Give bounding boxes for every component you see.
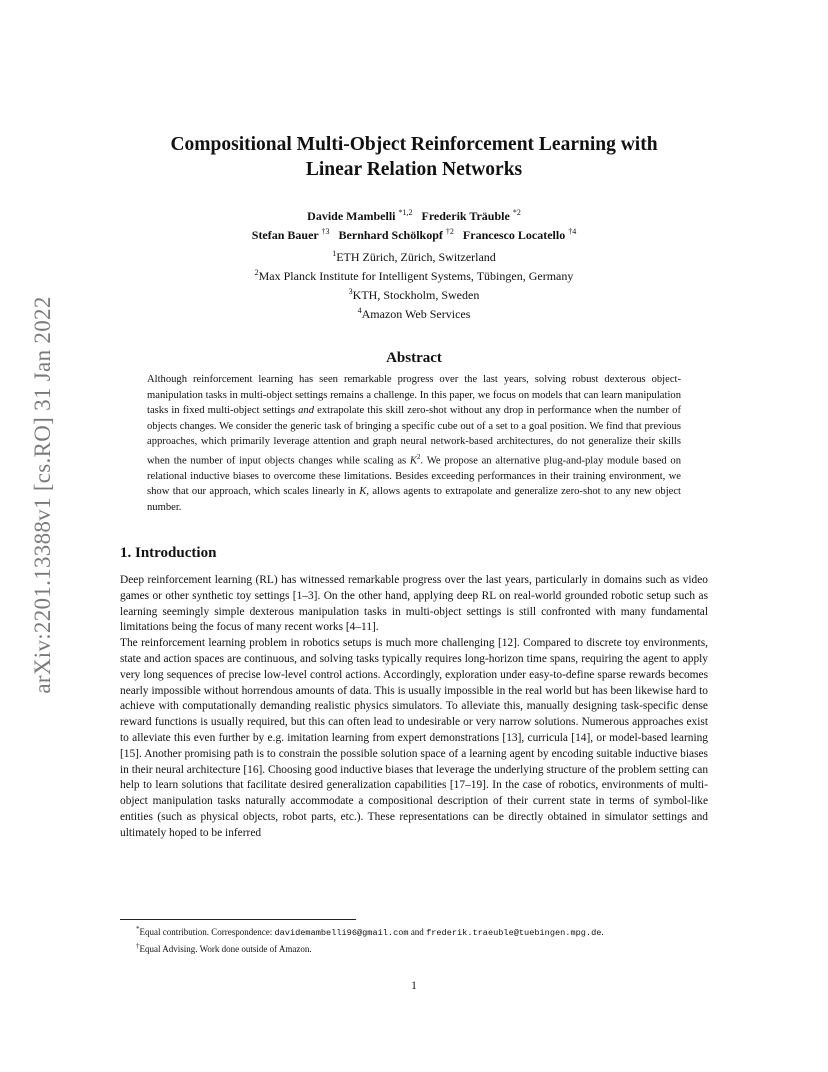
- author-affil-mark: †4: [568, 227, 577, 236]
- author-name: Bernhard Schölkopf: [338, 228, 443, 242]
- section-heading: 1. Introduction: [120, 545, 217, 561]
- author-affil-mark: †3: [321, 227, 330, 236]
- paragraph: Deep reinforcement learning (RL) has witnessed remarkable progress over the last years, particularly in domains such as video games or other synthetic toy settings [1–3]. On the other hand, applying deep RL on real-world grounded robotic setup such as learning seemingly simple dexterous manipulation tasks in multi-object settings is still confronted with many fundamental limitations being the focus of many recent works [4–11].: [120, 574, 708, 634]
- author-name: Francesco Locatello: [462, 228, 566, 242]
- abstract-heading: Abstract: [386, 350, 442, 366]
- author-name: Stefan Bauer: [251, 228, 319, 242]
- author-affil-mark: *1,2: [398, 208, 413, 217]
- footnote: †Equal Advising. Work done outside of Amazon.: [136, 941, 312, 954]
- author-list: [120, 205, 708, 243]
- page-number: 1: [411, 980, 417, 992]
- arxiv-stamp: [28, 290, 58, 700]
- author-name: Davide Mambelli: [307, 209, 396, 223]
- affiliation: $^4$Amazon Web Services: [357, 306, 471, 321]
- author-affil-mark: *2: [512, 208, 521, 217]
- introduction-body: [120, 573, 708, 842]
- affiliation: $^3$KTH, Stockholm, Sweden: [348, 287, 480, 302]
- affiliation: $^2$Max Planck Institute for Intelligent Systems, Tübingen, Germany: [254, 268, 574, 283]
- footnote-rule: [120, 919, 356, 920]
- paragraph: The reinforcement learning problem in robotics setups is much more challenging [12]. Compared to discrete toy environments, state and action spaces are continuous, and solving tasks typically requires long-horizon time spans, requiring the agent to apply very long sequences of precise low-level control actions. Accordingly, exploration under easy-to-define sparse rewards becomes nearly impossible without horrendous amounts of data. This is usually impossible in the real world but has been likewise hard to achieve with computationally demanding realistic physics simulators. To alleviate this, manually designing task-specific dense reward functions is usually required, but this can often lead to undesirable or very narrow solutions. Numerous approaches exist to alleviate this even further by e.g. imitation learning from expert demonstrations [13], curricula [14], or model-based learning [15]. Another promising path is to constrain the possible solution space of a learning agent by encoding suitable inductive biases in their neural architecture [16]. Choosing good inductive biases that leverage the underlying structure of the problem setting can help to learn solutions that facilitate desired generalization capabilities [17–19]. In the case of robotics, environments of multi-object manipulation tasks naturally accommodate a compositional description of their current state in terms of symbol-like entities (such as physical objects, robot parts, etc.). These representations can be directly obtained in simulator settings and ultimately hoped to be inferred: [120, 637, 709, 839]
- title-line-2: Linear Relation Networks: [305, 159, 523, 180]
- author-name: Frederik Träuble: [421, 209, 510, 223]
- email-link[interactable]: frederik.traeuble@tuebingen.mpg.de: [426, 928, 602, 938]
- footnote: *Equal contribution. Correspondence: davidemambelli96@gmail.com and frederik.traeuble@tuebingen.mpg.de.: [136, 925, 604, 938]
- arxiv-id: arXiv:2201.13388v1 [cs.RO] 31 Jan 2022: [30, 296, 55, 694]
- title-line-1: Compositional Multi-Object Reinforcement Learning with: [170, 134, 658, 155]
- affiliation-list: [120, 246, 708, 322]
- abstract-text: Although reinforcement learning has seen remarkable progress over the last years, solving robust dexterous object-manipulation tasks in multi-object settings remains a challenge. In this paper, we focus on models that can learn manipulation tasks in fixed multi-object settings and extrapolate this skill zero-shot without any drop in performance when the number of objects changes. We consider the generic task of bringing a specific cube out of a set to a goal position. We find that previous approaches, which primarily leverage attention and graph neural network-based architectures, do not generalize their skills when the number of input objects changes while scaling as $K^2$. We propose an alternative plug-and-play module based on relational inductive biases to overcome these limitations. Besides exceeding performances in their training environment, we show that our approach, which scales linearly in K, allows agents to extrapolate and generalize zero-shot to any new object number.: [147, 374, 682, 513]
- email-link[interactable]: davidemambelli96@gmail.com: [274, 928, 409, 938]
- paper-title: [120, 132, 708, 182]
- affiliation: $^1$ETH Zürich, Zürich, Switzerland: [332, 249, 496, 264]
- footnotes: [136, 923, 716, 955]
- author-affil-mark: †2: [445, 227, 454, 236]
